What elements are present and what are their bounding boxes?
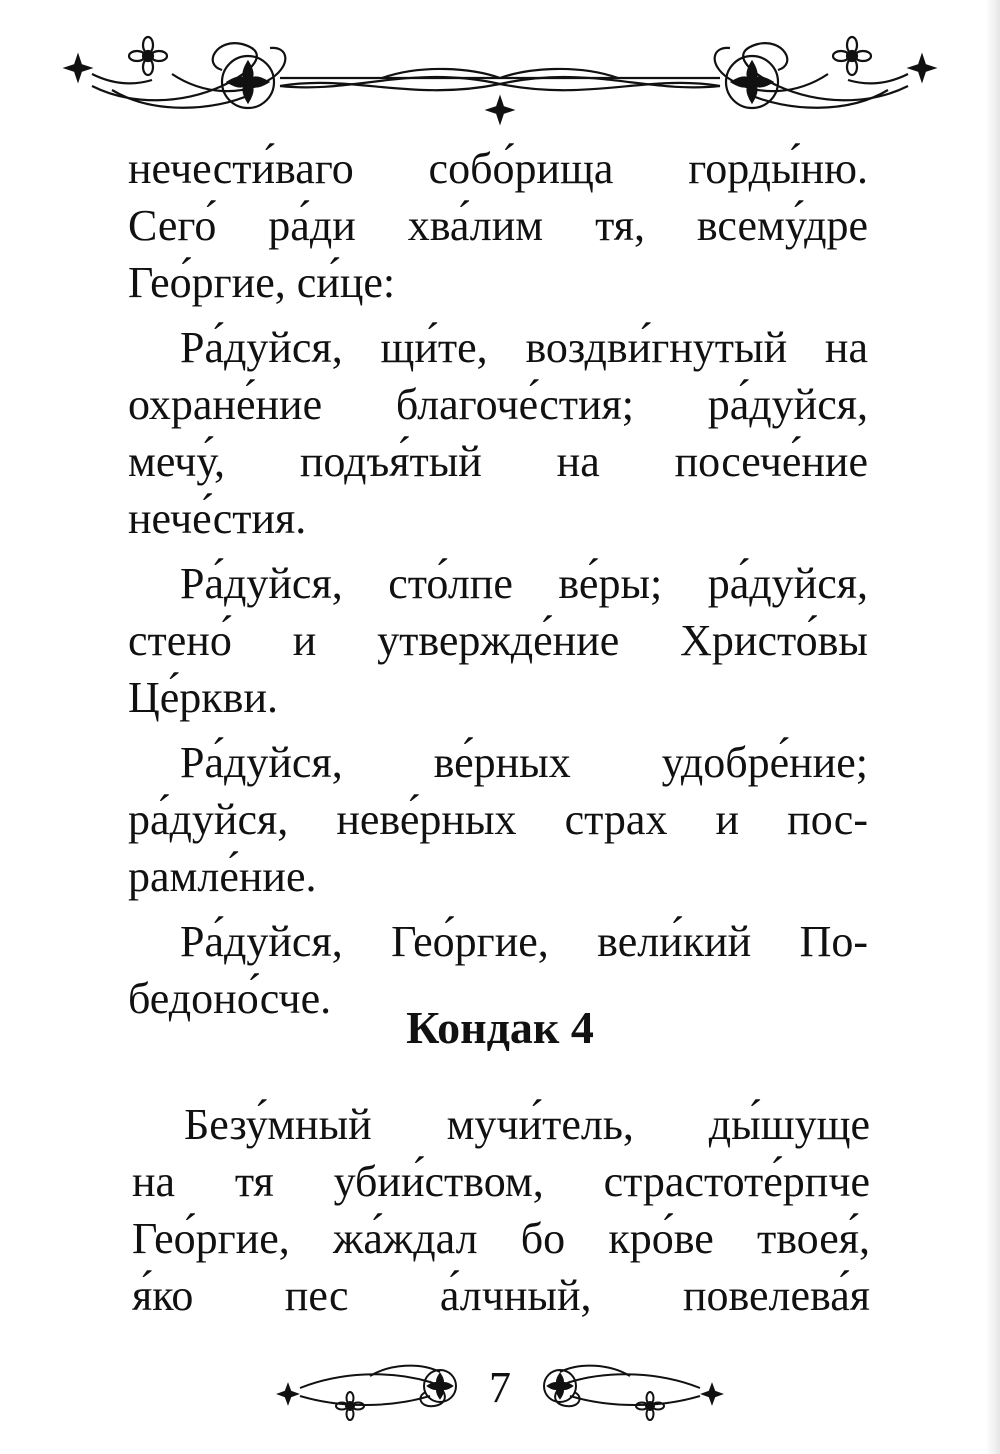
text-line: бедоно́сче.: [128, 974, 332, 1023]
paragraph-6: [132, 1096, 870, 1324]
text-line: ра́дуйся, неве́рных страх и пос-: [128, 795, 868, 844]
text-line: Гео́ргие, жа́ждал бо кро́ве твоея́,: [132, 1214, 870, 1263]
text-line: мечу́, подъя́тый на посече́ние: [128, 437, 868, 486]
text-line: Ра́дуйся, Гео́ргие, вели́кий По-: [180, 917, 868, 966]
text-line: рамле́ние.: [128, 852, 317, 901]
text-line: я́ко пес а́лчный, повелева́я: [132, 1271, 870, 1320]
body-text-lower: [132, 1096, 870, 1324]
text-line: на тя убии́ством, страстоте́рпче: [132, 1157, 870, 1206]
text-line: стено́ и утвержде́ние Христо́вы: [128, 616, 868, 665]
page-number: 7: [489, 1363, 511, 1412]
text-line: охране́ние благоче́стия; ра́дуйся,: [128, 380, 868, 429]
text-line: Ра́дуйся, сто́лпе ве́ры; ра́дуйся,: [180, 559, 868, 608]
text-line: нече́стия.: [128, 494, 307, 543]
kondak-heading: Кондак 4: [406, 1002, 594, 1053]
body-text-upper: [128, 140, 868, 1027]
text-line: Ра́дуйся, щи́те, воздви́гнутый на: [180, 323, 868, 372]
top-floral-ornament-icon: [52, 34, 948, 134]
text-line: нечести́ваго собо́рища горды́ню.: [128, 144, 868, 193]
text-line: Сего́ ра́ди хва́лим тя, всему́дре: [128, 201, 868, 250]
paragraph-4: [128, 734, 868, 905]
text-line: Ра́дуйся, ве́рных удобре́ние;: [180, 738, 868, 787]
page-edge-shadow: [986, 0, 1000, 1454]
paragraph-1: [128, 140, 868, 311]
paragraph-3: [128, 555, 868, 726]
paragraph-2: [128, 319, 868, 547]
text-line: Гео́ргие, си́це:: [128, 258, 396, 307]
text-line: Це́ркви.: [128, 673, 279, 722]
text-line: Безу́мный мучи́тель, ды́шуще: [184, 1100, 870, 1149]
